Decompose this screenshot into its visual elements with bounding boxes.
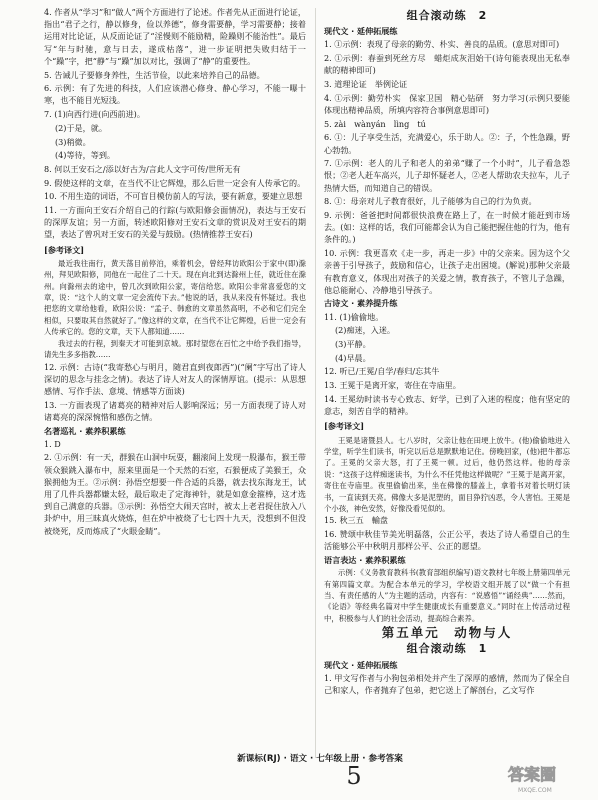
answer-item: 9. 示例：爸爸把时间都很快浪费在路上了，在一时候才能赶到市场去。(如：这样的话，我们可能都会认为自己能把握住他的行为，他有条件的。) [324,210,570,245]
section-heading: 名著巡礼 · 素养积累练 [44,425,126,436]
answer-item: 4. 作者从“学习”和“做人”两个方面进行了论述。作者先从正面进行论证，指出“君子之行，静以修身，俭以养德”，修身需要静，学习需要静；接着运用对比论证，从反面论证了“淫慢则不能励精，险躁则不能治性”。最后写“年与时驰，意与日去，遂成枯落”，进一步证明把失败归结于一个“躁”字，把“静”与“躁”加以对比，强调了“静”的重要性。 [44,7,306,66]
answer-item: (2)于是，就。 [55,122,107,133]
reference-translation-text: 我过去的行程，到秦天才可能到京城。那时望您在百忙之中给予我们指导，请先生多多指教…… [44,338,306,360]
answer-item: 14. 王冕幼时读书专心致志、好学，已到了入迷的程度；他有坚定的意志，刻苦自学的精神。 [324,393,570,417]
answer-item: 7. ①示例：老人的儿子和老人的弟弟“赚了一个小时”，儿子看急怨恨；②老人赶车高兴，儿子却怀疑老人，②老人帮助农夫拉车，儿子热情大悟，而知道自己的错误。 [324,158,570,193]
section-title: 组合滚动练 1 [406,642,488,656]
answer-item: 8. 何以王安石之/添以好古为/言此人文字可传/世所无有 [44,163,241,174]
answer-item: 6. ①：儿子享受生活，充满爱心，乐于助人。②：子，个性急躁，野心勃勃。 [324,132,570,155]
answer-text: 示例：《义务教育教科书(教育部组织编写)语文教材七年级上册第四单元有第四篇文章。为配合本单元的学习，学校语文组开展了以“做一个有担当、有责任感的人”为主题的活动，内容有：“说感悟”“诵经典”……然而，《论语》等经典名篇对中学生健康成长有重要意义。”同时在上传活动过程中，积极参与人们的社会活动，提高综合素养。 [324,568,570,623]
page-number: 5 [346,762,362,790]
answer-item: 2. ①示例：春蚕到死丝方尽 蜡炬成灰泪始干(诗句能表现出无私奉献的精神即可) [324,53,570,76]
answer-item: 15. 秋三五 輸盘 [324,515,389,526]
answer-item: 11. 一方面向王安石介绍自己的行踪(与欧阳修会面情况)，表达与王安石的深厚友谊；另一方面，转述欧阳修对王安石文章的赏识及对王安石的期望，表达了曾巩对王安石的关爱与鼓励。(热情推荐王安石) [44,205,306,240]
answer-item: 11. (1)偷偷地。 [324,311,384,322]
reference-translation-text: 最近我往南行，黄天荡目前停泊，乘着机会，曾经拜访欧阳公于家中(即)滁州，拜见欧阳修，同他在一起住了二十天。现在向北到达滁州上任，就近住在滁州。向滁州去的途中，曾几次到欧阳公家，寄信给您。欧阳公非常喜爱您的文章，说：“这个人的文章一定会流传下去。”他说的话，我从来没有怀疑过。我也把您的文章给他看，欧阳公说：“孟子、韩愈的文章虽然高明，不必和它们完全相似，只要取其自然就好了。”像这样的文章，在当代不让它辉煌，后世一定会有人传承它的。您的文章，天下人都知道…… [44,258,306,337]
answer-item: (3)平静。 [335,339,371,350]
answer-item: 2. ①示例：有一天，群猴在山洞中玩耍，翻滚间上发现一股瀑布，猴王带领众猴跳入瀑布中，原来里面是一个天然的石室，石猴便成了美猴王，众猴拥他为王。②示例：孙悟空想要一件合适的兵器，就去找东海龙王，试用了几件兵器都嫌太轻，最后取走了定海神针，就是如意金箍棒，这才选到自己满意的兵器。③示例：孙悟空大闹天宫时，被太上老君捉住放入八卦炉中，用三昧真火烧炼，但在炉中被烧了七七四十九天，没想到不但没被烧死，反而炼成了“火眼金睛”。 [44,452,306,536]
answer-item: 12. 听已/王冕/自学/春归/忘其牛 [324,366,440,377]
answer-item: 1. D [44,438,61,449]
answer-item: 6. 示例：有了先进的科技，人们应该潜心修身、静心学习，不能一曝十寒，也不能目光短浅。 [44,83,306,106]
right-column [324,6,570,698]
reference-translation-label: [参考译文] [324,421,365,432]
answer-item: (4)早晨。 [335,352,371,363]
answer-item: 4. ①示例：勤劳朴实 保家卫国 精心钻研 努力学习(示例只要能体现出精神品质，所填内容符合事例意思即可) [324,92,570,115]
watermark-logo [506,758,586,796]
column-divider [315,8,316,758]
reference-translation-label: [参考译文] [44,244,85,255]
section-heading: 古诗文 · 素养提升练 [324,298,398,309]
answer-item: (3)稍微。 [55,136,91,147]
answer-item: 13. 一方面表现了诸葛亮的精神对后人影响深远；另一方面表现了诗人对诸葛亮的深深惋惜和感伤之情。 [44,399,306,422]
section-heading: 现代文 · 延伸拓展练 [324,659,398,670]
answer-item: 8. ①：母亲对儿子教育很好，儿子能够为自己的行为负责。 [324,196,537,207]
answer-item: 16. 赞颂中秋佳节美光明磊落，公正公平，表达了诗人希望自己的生活能够公平中秋明月那样公平、公正的愿望。 [324,529,570,552]
section-heading: 现代文 · 延伸拓展练 [324,26,398,37]
answer-item: 13. 王冕于是离开家，寄住在寺庙里。 [324,380,461,391]
left-column [44,6,306,538]
answer-item: 5. 告诫儿子要修身养性，生活节俭，以此来培养自己的品德。 [44,69,265,80]
answer-item: 10. 不用生造的词语，不可盲目模仿前人的写法，要有新意，要建立思想 [44,191,303,202]
answer-item: 9. 假使这样的文章，在当代不让它辉煌，那么后世一定会有人传承它的。 [44,177,306,188]
answer-item: 5. zài wànyán lìng tú [324,118,426,129]
page-footer: 新课标(RJ) · 语文 · 七年级上册 · 参考答案 [237,754,403,764]
answer-item: 3. 道理论证 举例论证 [324,79,408,90]
answer-item: 10. 示例：我更喜欢《走一步，再走一步》中的父亲来。因为这个父亲善于引导孩子，鼓励和信心，让孩子走出困境。(解说)那种父亲最有教育意义，体现出对孩子的关爱之情，教育孩子，不管儿子急躁，他总能耐心、冷静地引导孩子。 [324,248,570,295]
answer-item: 1. ①示例：表现了母亲的勤劳、朴实、善良的品质。(意思对即可) [324,39,560,50]
reference-translation-text: 王冕是诸暨县人。七八岁时，父亲让他在田埂上放牛。(他)偷偷地进入学堂，听学生们读书，听完以后总是默默地记住。傍晚回家，(他)把牛都忘了。王冕的父亲大怒，打了王冕一顿。过后，他仍然这样。他的母亲说：“这孩子这样痴迷读书，为什么不任凭他这样做呢？”王冕于是离开家，寄住在寺庙里。夜里偷偷出来，坐在佛像的膝盖上，拿着书对着长明灯读书，一直读到天亮。佛像大多是泥塑的，面目狰狞凶恶，令人害怕。王冕是个小孩，神色安然，好像没看见似的。 [324,435,570,513]
answer-item: (4)等待，等到。 [55,150,116,161]
answer-item: 1. 甲文写作者与小狗包弟相处并产生了深厚的感情，然而为了保全自己和家人，作者抛弃了包弟，把它送上了解剖台，乙文写作 [324,672,570,695]
section-heading: 语言表达 · 素养积累练 [324,554,406,565]
section-title: 组合滚动练 2 [406,9,488,22]
answer-item: 7. (1)向西行进(向西前进)。 [44,109,145,120]
watermark-url: MXQE.COM [518,787,552,794]
watermark-text: 答案圈 [508,765,557,784]
answer-item: (2)痴迷，入迷。 [335,325,396,336]
answer-item: 12. 示例：古诗(“我寄愁心与明月，随君直到夜郎西”)(“阑”字写出了诗人深切的思念与挂念之情)。表达了诗人对友人的深情厚谊。(提示：从思想感情、写作手法、意境、情感等方面谈) [44,361,306,396]
unit-title: 第五单元 动物与人 [381,625,513,641]
